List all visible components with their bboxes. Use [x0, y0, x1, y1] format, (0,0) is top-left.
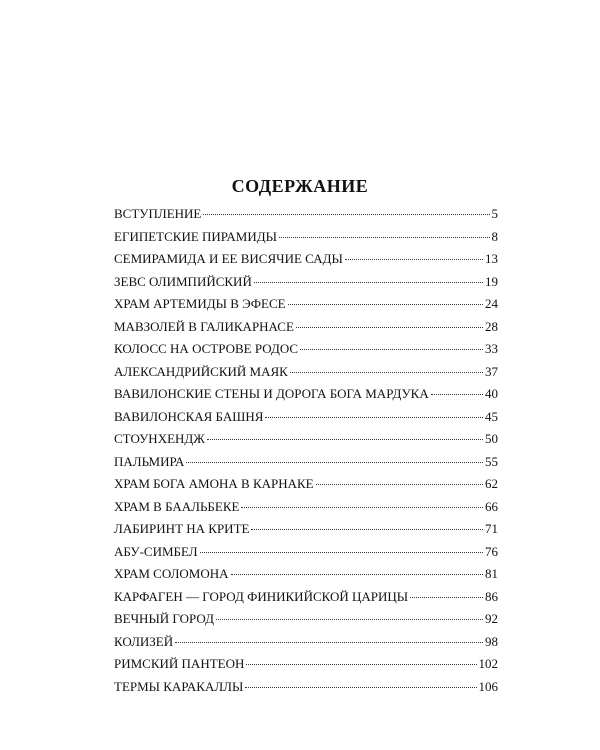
- dot-leader: [246, 664, 476, 665]
- toc-entry-label: КАРФАГЕН — ГОРОД ФИНИКИЙСКОЙ ЦАРИЦЫ: [114, 588, 409, 604]
- toc-entry-page-number: 86: [485, 588, 498, 604]
- toc-entry: [114, 296, 498, 319]
- dot-leader: [265, 417, 483, 418]
- dot-leader: [231, 574, 484, 575]
- toc-entry-label: КОЛОСС НА ОСТРОВЕ РОДОС: [114, 341, 299, 356]
- toc-entry: [114, 229, 498, 252]
- toc-entry: [114, 431, 498, 454]
- dot-leader: [241, 507, 483, 508]
- toc-entry-page-number: 33: [485, 341, 498, 356]
- toc-entry-label: ХРАМ БОГА АМОНА В КАРНАКЕ: [114, 476, 314, 491]
- toc-entry: [114, 566, 498, 589]
- toc-entry: [114, 611, 498, 634]
- toc-entry-page-number: 45: [485, 408, 498, 424]
- dot-leader: [300, 349, 483, 350]
- dot-leader: [296, 327, 483, 328]
- toc-entry-page-number: 71: [485, 521, 498, 536]
- toc-entry: [114, 544, 498, 567]
- toc-entry-label: ВАВИЛОНСКАЯ БАШНЯ: [114, 408, 264, 424]
- toc-entry-label: ЗЕВС ОЛИМПИЙСКИЙ: [114, 273, 252, 289]
- toc-entry-page-number: 19: [485, 273, 498, 289]
- toc-entry: [114, 341, 498, 364]
- toc-entry: [114, 319, 498, 342]
- dot-leader: [431, 394, 483, 395]
- toc-entry: [114, 679, 498, 702]
- toc-entry-label: КОЛИЗЕЙ: [114, 633, 174, 649]
- toc-entry-page-number: 50: [485, 431, 498, 446]
- toc-entry-page-number: 76: [485, 543, 498, 559]
- toc-entry-page-number: 24: [485, 296, 498, 311]
- toc-entry-label: ВСТУПЛЕНИЕ: [114, 206, 202, 221]
- toc-entry: [114, 206, 498, 229]
- toc-entry-label: ЕГИПЕТСКИЕ ПИРАМИДЫ: [114, 228, 277, 244]
- toc-entry-label: ХРАМ АРТЕМИДЫ В ЭФЕСЕ: [114, 296, 286, 311]
- dot-leader: [316, 484, 483, 485]
- dot-leader: [216, 619, 483, 620]
- toc-entry: [114, 521, 498, 544]
- toc-entry-label: ВЕЧНЫЙ ГОРОД: [114, 611, 215, 626]
- toc-entry-label: ПАЛЬМИРА: [114, 453, 185, 469]
- toc-entry-label: ХРАМ В БААЛЬБЕКЕ: [114, 498, 240, 514]
- toc-entry-page-number: 40: [485, 386, 498, 401]
- toc-entry-label: ХРАМ СОЛОМОНА: [114, 566, 229, 581]
- dot-leader: [186, 462, 483, 463]
- toc-entry: [114, 454, 498, 477]
- toc-entry: [114, 634, 498, 657]
- toc-entry: [114, 589, 498, 612]
- toc-entry: [114, 476, 498, 499]
- toc-entry-page-number: 62: [485, 476, 498, 491]
- toc-entry-label: СТОУНХЕНДЖ: [114, 431, 205, 446]
- toc-entry-label: СЕМИРАМИДА И ЕЕ ВИСЯЧИЕ САДЫ: [114, 251, 343, 266]
- dot-leader: [279, 237, 490, 238]
- dot-leader: [175, 642, 483, 643]
- toc-entry-label: РИМСКИЙ ПАНТЕОН: [114, 656, 245, 671]
- dot-leader: [251, 529, 483, 530]
- toc-entry-page-number: 37: [485, 363, 498, 379]
- dot-leader: [410, 597, 483, 598]
- toc-entry-page-number: 8: [491, 228, 498, 244]
- toc-entry-label: МАВЗОЛЕЙ В ГАЛИКАРНАСЕ: [114, 318, 294, 334]
- dot-leader: [290, 372, 483, 373]
- dot-leader: [288, 304, 483, 305]
- toc-entry-page-number: 102: [478, 656, 498, 671]
- toc-entry: [114, 409, 498, 432]
- toc-entry-page-number: 55: [485, 453, 498, 469]
- toc-title: СОДЕРЖАНИЕ: [231, 176, 369, 196]
- toc-entry-page-number: 92: [485, 611, 498, 626]
- toc-entry-label: АБУ-СИМБЕЛ: [114, 543, 198, 559]
- toc-entry-page-number: 13: [485, 251, 498, 266]
- toc-entry: [114, 499, 498, 522]
- toc-entry-page-number: 28: [485, 318, 498, 334]
- toc-entry: [114, 656, 498, 679]
- toc-entry-label: ЛАБИРИНТ НА КРИТЕ: [114, 521, 250, 536]
- dot-leader: [254, 282, 483, 283]
- dot-leader: [207, 439, 483, 440]
- dot-leader: [345, 259, 483, 260]
- toc-entry-label: ТЕРМЫ КАРАКАЛЛЫ: [114, 678, 244, 694]
- toc-entry-page-number: 66: [485, 498, 498, 514]
- toc-entry-label: ВАВИЛОНСКИЕ СТЕНЫ И ДОРОГА БОГА МАРДУКА: [114, 386, 429, 401]
- toc-list: [114, 206, 498, 701]
- toc-entry: [114, 251, 498, 274]
- dot-leader: [245, 687, 476, 688]
- toc-entry-page-number: 5: [491, 206, 498, 221]
- toc-entry-page-number: 81: [485, 566, 498, 581]
- toc-entry: [114, 364, 498, 387]
- toc-entry-page-number: 106: [478, 678, 498, 694]
- toc-entry-page-number: 98: [485, 633, 498, 649]
- toc-entry: [114, 386, 498, 409]
- dot-leader: [200, 552, 483, 553]
- toc-entry-label: АЛЕКСАНДРИЙСКИЙ МАЯК: [114, 363, 288, 379]
- toc-entry: [114, 274, 498, 297]
- dot-leader: [203, 214, 489, 215]
